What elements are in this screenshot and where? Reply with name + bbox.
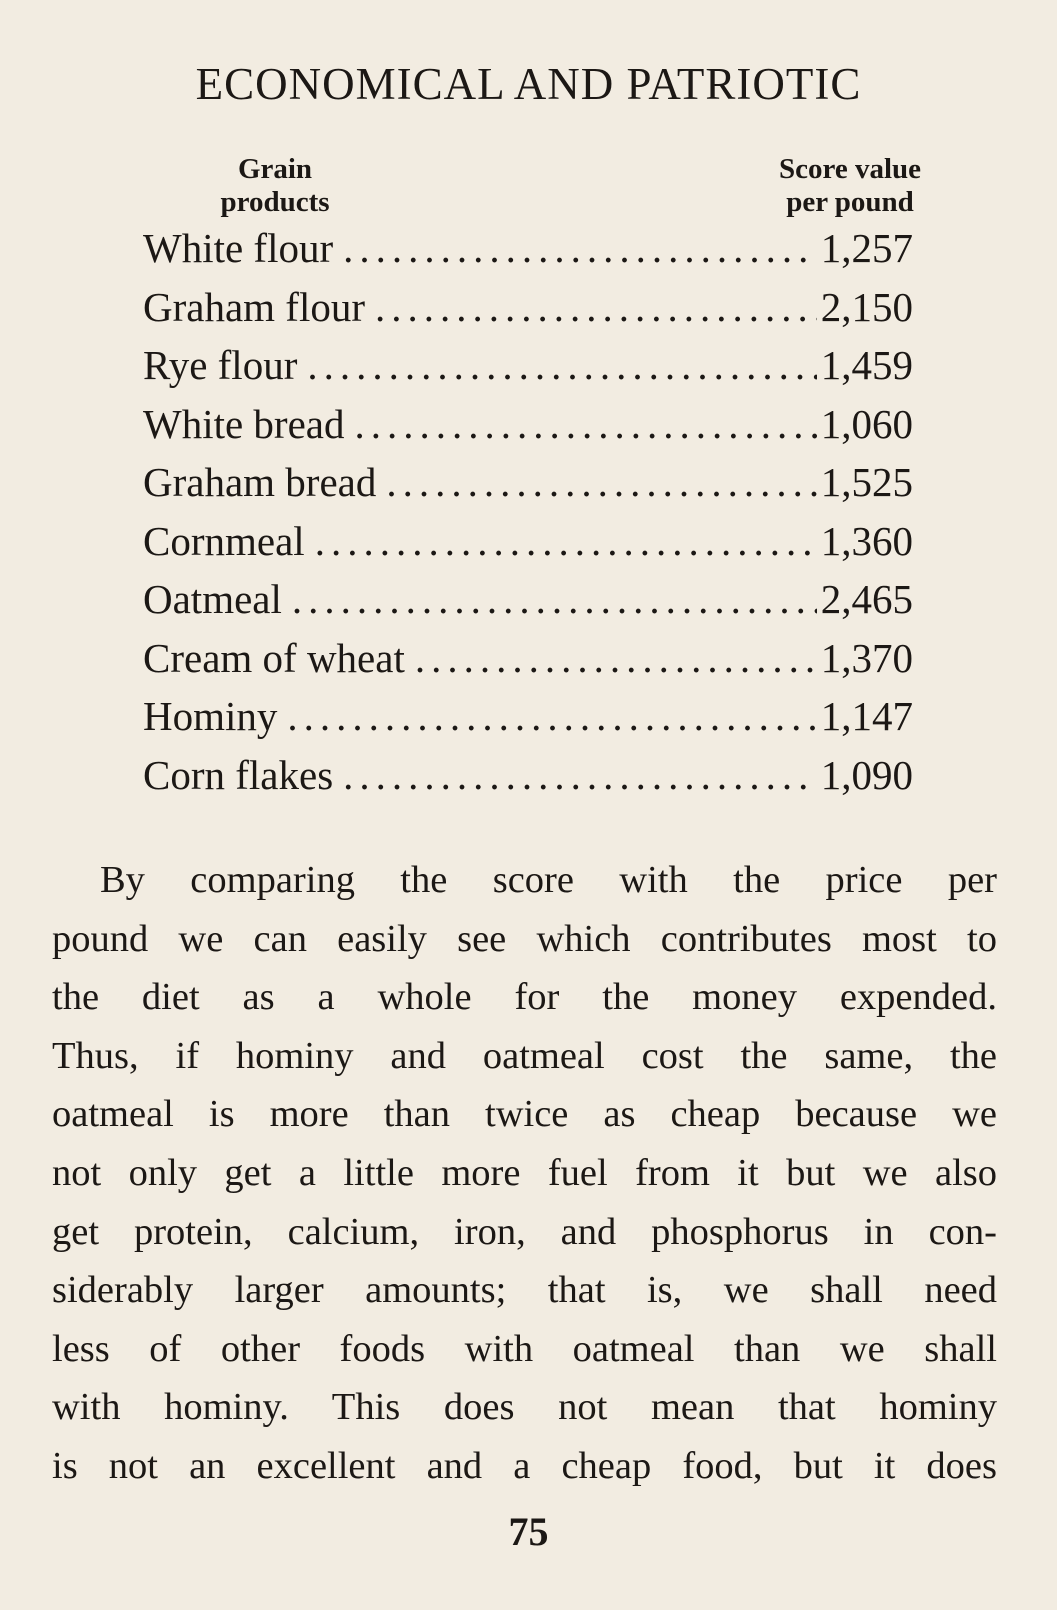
score-value: 2,150 [820, 283, 913, 330]
column-header-line: per pound [786, 186, 914, 218]
running-head: ECONOMICAL AND PATRIOTIC [195, 59, 862, 109]
leader-dots [375, 283, 817, 331]
leader-dots [386, 458, 816, 506]
score-value: 1,090 [820, 751, 913, 798]
product-name: Oatmeal [143, 576, 282, 622]
score-value: 1,147 [820, 693, 913, 739]
product-name: Cream of wheat [143, 634, 405, 681]
leader-dots [315, 517, 817, 565]
table-row [143, 400, 913, 459]
column-header-line: products [220, 186, 330, 218]
product-name: Cornmeal [143, 517, 305, 564]
table-row [143, 517, 913, 576]
paragraph-line: is not an excellent and a cheap food, but it does [52, 1444, 997, 1487]
paragraph-line: siderably larger amounts; that is, we shall need [52, 1269, 997, 1312]
score-value: 1,370 [820, 634, 913, 681]
score-table [143, 224, 913, 809]
product-name: Corn flakes [143, 751, 334, 798]
table-row [143, 751, 913, 810]
paragraph-line: pound we can easily see which contributes most to [52, 917, 997, 960]
leader-dots [343, 224, 817, 272]
body-paragraph [52, 851, 997, 1496]
leader-dots [307, 341, 816, 389]
page-number: 75 [508, 1509, 549, 1554]
paragraph-line: By comparing the score with the price per [100, 859, 997, 901]
column-header-score-value [745, 153, 955, 219]
column-header-line: Grain [237, 153, 313, 185]
leader-dots [354, 400, 816, 448]
paragraph-line: less of other foods with oatmeal than we shall [52, 1327, 997, 1370]
paragraph-line: not only get a little more fuel from it but we also [52, 1151, 997, 1194]
table-row [143, 224, 913, 283]
score-value: 1,257 [820, 225, 913, 271]
score-value: 1,360 [820, 517, 913, 564]
table-row [143, 692, 913, 751]
leader-dots [287, 692, 816, 740]
product-name: Graham flour [143, 283, 365, 330]
paragraph-line: the diet as a whole for the money expended. [52, 976, 997, 1019]
table-row [143, 575, 913, 634]
score-value: 1,060 [820, 400, 913, 447]
table-row [143, 283, 913, 342]
leader-dots [343, 751, 817, 799]
score-value: 2,465 [820, 576, 913, 622]
score-value: 1,459 [820, 342, 913, 388]
leader-dots [415, 634, 817, 682]
paragraph-line: oatmeal is more than twice as cheap because we [52, 1093, 997, 1136]
product-name: Graham bread [143, 459, 377, 505]
paragraph-line: with hominy. This does not mean that hominy [52, 1386, 997, 1429]
table-row [143, 341, 913, 400]
product-name: White bread [143, 400, 345, 447]
table-row [143, 634, 913, 693]
table-row [143, 458, 913, 517]
paragraph-line: get protein, calcium, iron, and phosphorus in con- [52, 1210, 997, 1253]
product-name: Rye flour [143, 342, 298, 388]
product-name: Hominy [143, 693, 278, 739]
product-name: White flour [143, 225, 334, 271]
column-header-grain-products [190, 153, 360, 219]
leader-dots [292, 575, 817, 623]
column-header-line: Score value [778, 153, 922, 185]
score-value: 1,525 [820, 459, 913, 505]
paragraph-line: Thus, if hominy and oatmeal cost the same, the [52, 1034, 997, 1077]
